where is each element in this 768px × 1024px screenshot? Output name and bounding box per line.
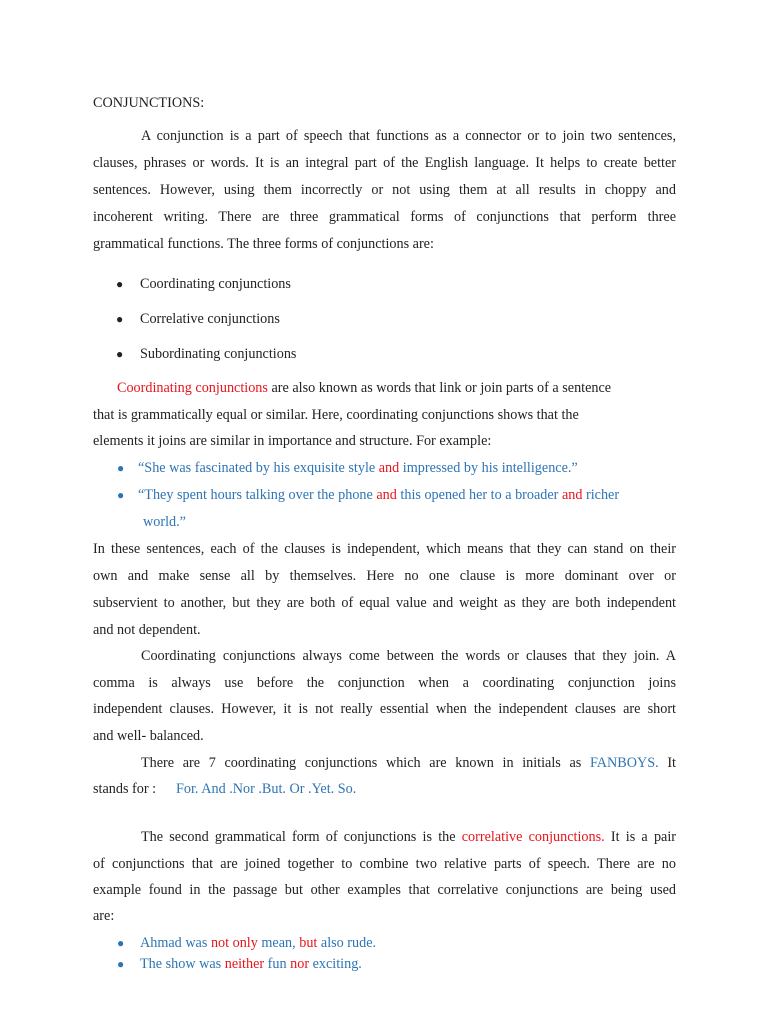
example-2-c: richer — [582, 487, 620, 503]
form-item-coordinating: Coordinating conjunctions — [140, 276, 291, 292]
bullet-icon: ● — [117, 461, 125, 475]
bullet-icon: ● — [116, 312, 124, 326]
independent-line-1: In these sentences, each of the clauses is independent, which means that they can stand on their — [93, 541, 676, 557]
corr-example-1-k2: but — [299, 935, 318, 951]
form-item-correlative: Correlative conjunctions — [140, 311, 280, 327]
correlative-line-1 — [141, 828, 676, 846]
bullet-icon: ● — [117, 488, 125, 502]
bullet-icon: ● — [116, 347, 124, 361]
corr-example-2-a: The show was — [140, 956, 225, 972]
corr-example-1-b: mean, — [257, 935, 300, 951]
corr-example-2 — [140, 955, 723, 973]
independent-line-3: subservient to another, but they are both of equal value and weight as they are both independent — [93, 595, 676, 611]
correlative-line-1-b: It is a pair — [604, 829, 677, 845]
correlative-line-1-a: The second grammatical form of conjunctions is the — [141, 829, 462, 845]
corr-example-2-b: fun — [264, 956, 291, 972]
example-2 — [138, 486, 721, 504]
coord-term: Coordinating conjunctions — [117, 380, 268, 396]
example-1-b: impressed by his intelligence.” — [399, 460, 578, 476]
between-line-4: and well- balanced. — [93, 728, 204, 744]
correlative-line-3: example found in the passage but other examples that correlative conjunctions are being used — [93, 882, 676, 898]
example-1-and: and — [378, 460, 400, 476]
fanboys-line-1-b: It — [658, 755, 676, 771]
corr-example-1 — [140, 934, 723, 952]
coord-line-1-rest: are also known as words that link or join parts of a sentence — [267, 380, 612, 396]
corr-example-1-k1: not only — [210, 935, 258, 951]
coord-line-2: that is grammatically equal or similar. Here, coordinating conjunctions shows that the — [93, 407, 579, 423]
example-1-a: “She was fascinated by his exquisite style — [138, 460, 379, 476]
intro-line-2: clauses, phrases or words. It is an integral part of the English language. It helps to create better — [93, 155, 676, 171]
example-2-continued: world.” — [143, 514, 186, 530]
correlative-line-4: are: — [93, 908, 115, 924]
bullet-icon: ● — [116, 277, 124, 291]
form-item-subordinating: Subordinating conjunctions — [140, 346, 297, 362]
intro-line-1: A conjunction is a part of speech that functions as a connector or to join two sentences, — [141, 128, 676, 144]
correlative-line-2: of conjunctions that are joined together to combine two relative parts of speech. There are no — [93, 856, 676, 872]
fanboys-line-2-label: stands for : — [93, 781, 157, 797]
correlative-term: correlative conjunctions. — [461, 829, 605, 845]
independent-line-2: own and make sense all by themselves. Here no one clause is more dominant over or — [93, 568, 676, 584]
intro-line-3: sentences. However, using them incorrectly or not using them at all results in choppy and — [93, 182, 676, 198]
example-2-b: this opened her to a broader — [396, 487, 562, 503]
corr-example-1-c: also rude. — [317, 935, 377, 951]
corr-example-2-k1: neither — [224, 956, 265, 972]
corr-example-2-k2: nor — [290, 956, 310, 972]
coord-line-3: elements it joins are similar in importance and structure. For example: — [93, 433, 492, 449]
example-2-and-2: and — [561, 487, 583, 503]
example-2-and-1: and — [376, 487, 397, 503]
fanboys-list: For. And .Nor .But. Or .Yet. So. — [176, 781, 357, 797]
corr-example-1-a: Ahmad was — [140, 935, 211, 951]
fanboys-line-1 — [141, 754, 676, 772]
fanboys-line-1-a: There are 7 coordinating conjunctions which are known in initials as — [141, 755, 590, 771]
page-title: CONJUNCTIONS: — [93, 95, 205, 111]
bullet-icon: ● — [117, 957, 125, 971]
example-2-a: “They spent hours talking over the phone — [138, 487, 377, 503]
bullet-icon: ● — [117, 936, 125, 950]
coord-line-1 — [117, 379, 700, 397]
between-line-1: Coordinating conjunctions always come between the words or clauses that they join. A — [141, 648, 676, 664]
between-line-3: independent clauses. However, it is not really essential when the independent clauses are short — [93, 701, 676, 717]
independent-line-4: and not dependent. — [93, 622, 201, 638]
intro-line-4: incoherent writing. There are three grammatical forms of conjunctions that perform three — [93, 209, 676, 225]
between-line-2: comma is always use before the conjunction when a coordinating conjunction joins — [93, 675, 676, 691]
intro-line-5: grammatical functions. The three forms of conjunctions are: — [93, 236, 434, 252]
example-1 — [138, 459, 721, 477]
fanboys-term: FANBOYS. — [589, 755, 659, 771]
corr-example-2-c: exciting. — [309, 956, 362, 972]
